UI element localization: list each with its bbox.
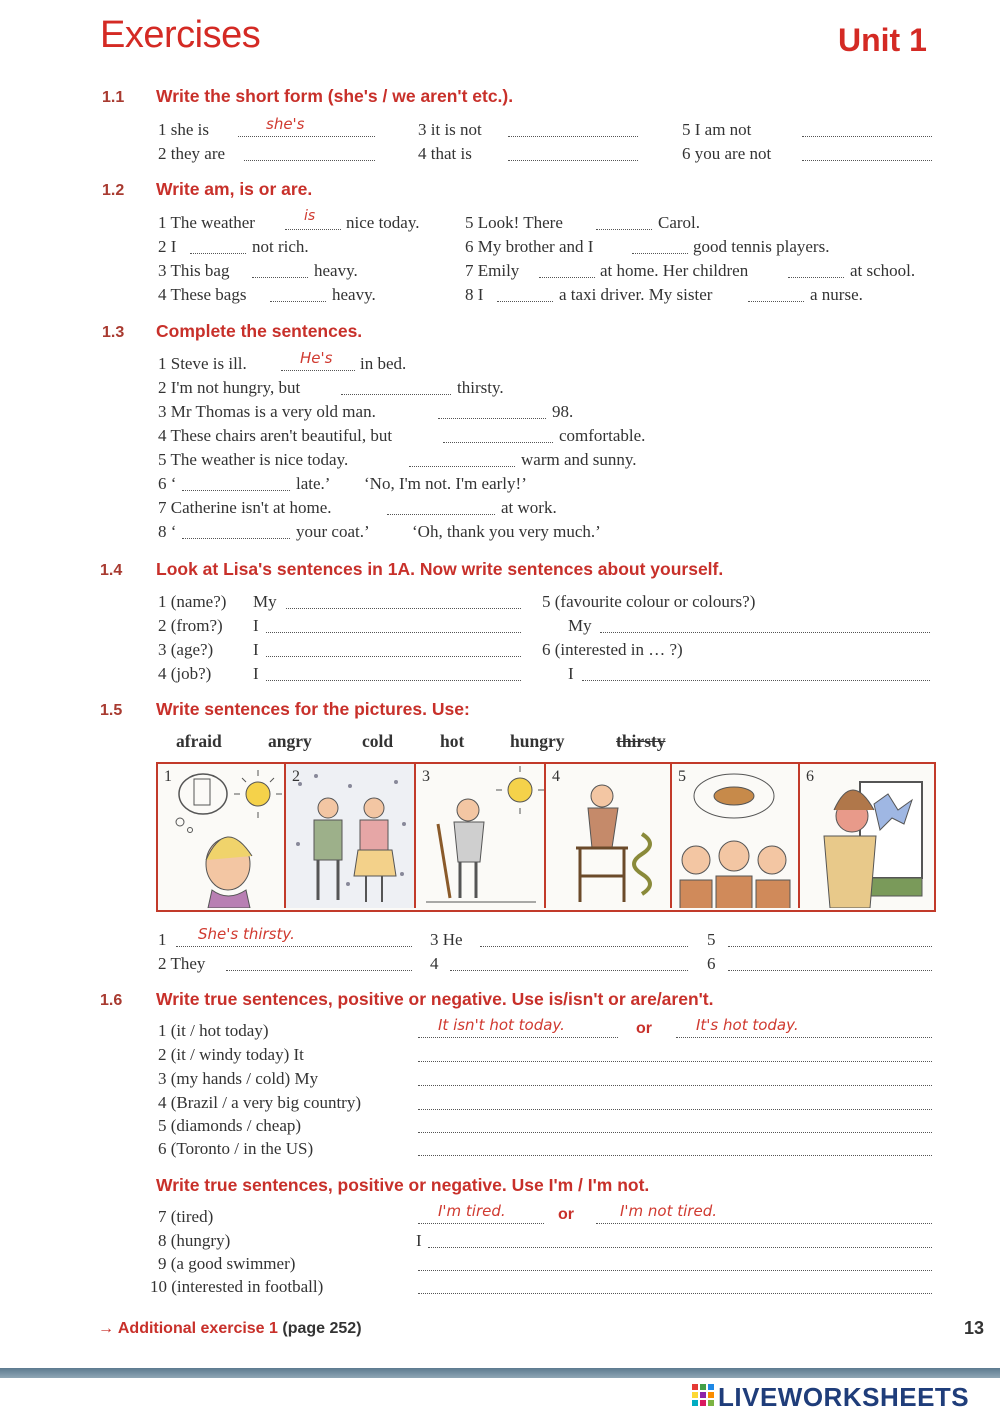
answer-blank[interactable] xyxy=(341,378,451,395)
answer-blank[interactable] xyxy=(508,144,638,161)
answer-blank[interactable] xyxy=(418,1116,932,1133)
picture-number: 3 xyxy=(422,768,430,785)
section-title: Write true sentences, positive or negative. Use is/isn't or are/aren't. xyxy=(156,989,714,1009)
answer-number: 5 xyxy=(707,930,716,949)
handwritten-answer: she's xyxy=(266,115,305,133)
answer-blank[interactable] xyxy=(788,261,844,278)
answer-blank[interactable] xyxy=(418,1277,932,1294)
exercise-item-end: Carol. xyxy=(658,213,701,232)
exercise-item-middle: your coat.’ xyxy=(296,522,370,541)
section-number: 1.3 xyxy=(102,324,125,341)
picture-number: 2 xyxy=(292,768,300,785)
handwritten-answer: He's xyxy=(300,349,333,367)
exercise-item: 6 you are not xyxy=(682,144,772,163)
sentence-start: I xyxy=(253,616,259,635)
section-title: Complete the sentences. xyxy=(156,321,363,341)
answer-number: 2 They xyxy=(158,954,206,973)
picture-number: 6 xyxy=(806,768,814,785)
exercise-item-end: in bed. xyxy=(360,354,407,373)
sentence-start: I xyxy=(416,1231,422,1250)
answer-blank[interactable] xyxy=(728,930,932,947)
answer-blank[interactable] xyxy=(450,954,688,971)
exercise-item: 1 The weather xyxy=(158,213,255,232)
handwritten-answer: I'm not tired. xyxy=(620,1202,717,1220)
exercise-item: 2 I xyxy=(158,237,177,256)
picture-5 xyxy=(672,764,800,908)
answer-blank[interactable] xyxy=(802,144,932,161)
exercise-item: 8 I xyxy=(465,285,484,304)
exercise-item: 7 Catherine isn't at home. xyxy=(158,498,332,517)
prompt-label: 3 (age?) xyxy=(158,640,214,659)
section-title: Write am, is or are. xyxy=(156,179,313,199)
answer-number: 6 xyxy=(707,954,716,973)
sentence-start: I xyxy=(568,664,574,683)
answer-blank[interactable] xyxy=(748,285,804,302)
sentence-start: I xyxy=(253,640,259,659)
handwritten-answer: It's hot today. xyxy=(696,1016,799,1034)
sentence-start: My xyxy=(253,592,277,611)
answer-blank[interactable] xyxy=(182,522,290,539)
picture-4 xyxy=(546,764,672,908)
word-box-item-crossed: thirsty xyxy=(616,731,666,751)
exercise-item-end: good tennis players. xyxy=(693,237,830,256)
exercise-item-end: at work. xyxy=(501,498,557,517)
answer-blank[interactable] xyxy=(418,1093,932,1110)
exercise-item: 4 These chairs aren't beautiful, but xyxy=(158,426,393,445)
exercise-item-end: warm and sunny. xyxy=(521,450,637,469)
exercise-item: 6 My brother and I xyxy=(465,237,594,256)
answer-blank[interactable] xyxy=(480,930,688,947)
exercise-item: 3 it is not xyxy=(418,120,482,139)
picture-3 xyxy=(416,764,546,908)
unit-label: Unit 1 xyxy=(838,22,927,58)
answer-blank[interactable] xyxy=(286,592,521,609)
answer-blank[interactable] xyxy=(497,285,553,302)
sentence-start: My xyxy=(568,616,592,635)
prompt-label: 5 (favourite colour or colours?) xyxy=(542,592,756,611)
answer-blank[interactable] xyxy=(728,954,932,971)
exercise-item-middle: at home. Her children xyxy=(600,261,749,280)
answer-blank[interactable] xyxy=(266,640,521,657)
prompt-label: 2 (from?) xyxy=(158,616,223,635)
answer-blank[interactable] xyxy=(244,144,375,161)
exercise-item-reply: ‘Oh, thank you very much.’ xyxy=(412,522,601,541)
handwritten-answer: She's thirsty. xyxy=(198,925,295,943)
section-number: 1.4 xyxy=(100,562,123,579)
exercise-item-end: heavy. xyxy=(332,285,376,304)
answer-blank[interactable] xyxy=(418,1069,932,1086)
link-page: (page 252) xyxy=(282,1320,362,1337)
hungry-people-illustration xyxy=(672,764,798,908)
word-box-item: cold xyxy=(362,731,394,751)
arrow-icon: → xyxy=(98,1320,114,1337)
page-title: Exercises xyxy=(100,14,261,56)
prompt-label: 6 (interested in … ?) xyxy=(542,640,683,659)
answer-blank[interactable] xyxy=(582,664,930,681)
section-number: 1.1 xyxy=(102,89,125,106)
section-number: 1.5 xyxy=(100,702,123,719)
exercise-item-end: thirsty. xyxy=(457,378,504,397)
exercise-item-end: comfortable. xyxy=(559,426,646,445)
link-label: Additional exercise 1 xyxy=(117,1320,278,1337)
picture-number: 1 xyxy=(164,768,172,785)
sentence-start: I xyxy=(253,664,259,683)
prompt-label: 7 (tired) xyxy=(158,1207,214,1226)
prompt-label: 3 (my hands / cold) My xyxy=(158,1069,319,1088)
answer-blank[interactable] xyxy=(190,237,246,254)
afraid-man-illustration xyxy=(546,764,670,908)
exercise-item-middle: a taxi driver. My sister xyxy=(559,285,713,304)
grid-logo-icon xyxy=(692,1384,714,1410)
answer-blank[interactable] xyxy=(418,1045,932,1062)
section-title: Write the short form (she's / we aren't etc.). xyxy=(156,86,514,106)
prompt-label: 4 (Brazil / a very big country) xyxy=(158,1093,361,1112)
prompt-label: 1 (name?) xyxy=(158,592,227,611)
word-box-item: angry xyxy=(268,731,312,751)
picture-number: 4 xyxy=(552,768,560,785)
prompt-label: 6 (Toronto / in the US) xyxy=(158,1139,314,1158)
answer-blank[interactable] xyxy=(387,498,495,515)
answer-number: 4 xyxy=(430,954,439,973)
section-number: 1.2 xyxy=(102,182,125,199)
exercise-item: 4 that is xyxy=(418,144,472,163)
section-title: Look at Lisa's sentences in 1A. Now write sentences about yourself. xyxy=(156,559,724,579)
handwritten-answer: is xyxy=(304,208,316,224)
exercise-item: 8 ‘ xyxy=(158,522,177,541)
answer-blank[interactable] xyxy=(508,120,638,137)
prompt-label: 4 (job?) xyxy=(158,664,212,683)
brand-logo xyxy=(692,1382,992,1412)
additional-exercise-link[interactable] xyxy=(98,1320,362,1338)
answer-blank[interactable] xyxy=(182,474,290,491)
exercise-item: 6 ‘ xyxy=(158,474,177,493)
picture-2 xyxy=(286,764,416,908)
cold-couple-illustration xyxy=(286,764,414,908)
prompt-label: 8 (hungry) xyxy=(158,1231,231,1250)
exercise-item-end: 98. xyxy=(552,402,574,421)
brand-name: LIVEWORKSHEETS xyxy=(718,1382,970,1412)
exercise-item: 3 Mr Thomas is a very old man. xyxy=(158,402,376,421)
exercise-item: 5 The weather is nice today. xyxy=(158,450,349,469)
answer-blank[interactable] xyxy=(632,237,688,254)
exercise-item-reply: ‘No, I'm not. I'm early!’ xyxy=(364,474,527,493)
answer-blank[interactable] xyxy=(443,426,553,443)
picture-1 xyxy=(158,764,286,908)
answer-blank[interactable] xyxy=(270,285,326,302)
exercise-item: 2 I'm not hungry, but xyxy=(158,378,301,397)
exercise-item-end: nice today. xyxy=(346,213,420,232)
answer-blank[interactable] xyxy=(266,664,521,681)
word-box-item: hungry xyxy=(510,731,565,751)
exercise-item-middle: late.’ xyxy=(296,474,331,493)
answer-blank[interactable] xyxy=(418,1254,932,1271)
section-number: 1.6 xyxy=(100,992,123,1009)
thirsty-girl-illustration xyxy=(158,764,284,908)
answer-blank[interactable] xyxy=(266,616,521,633)
section-title: Write sentences for the pictures. Use: xyxy=(156,699,470,719)
exercise-item: 1 she is xyxy=(158,120,209,139)
exercise-item: 5 I am not xyxy=(682,120,752,139)
exercise-item-end: heavy. xyxy=(314,261,358,280)
exercise-item-end: a nurse. xyxy=(810,285,863,304)
picture-number: 5 xyxy=(678,768,686,785)
answer-blank[interactable] xyxy=(226,954,412,971)
section-subtitle: Write true sentences, positive or negative. Use I'm / I'm not. xyxy=(156,1175,650,1195)
exercise-item: 4 These bags xyxy=(158,285,247,304)
angry-woman-illustration xyxy=(800,764,930,908)
footer-divider xyxy=(0,1368,1000,1378)
hot-man-illustration xyxy=(416,764,544,908)
answer-blank[interactable] xyxy=(409,450,515,467)
prompt-label: 10 (interested in football) xyxy=(150,1277,324,1296)
or-label: or xyxy=(636,1020,652,1037)
answer-number: 3 He xyxy=(430,930,463,949)
answer-blank[interactable] xyxy=(438,402,546,419)
prompt-label: 5 (diamonds / cheap) xyxy=(158,1116,302,1135)
answer-number: 1 xyxy=(158,930,167,949)
or-label: or xyxy=(558,1206,574,1223)
picture-6 xyxy=(800,764,930,908)
prompt-label: 2 (it / windy today) It xyxy=(158,1045,304,1064)
exercise-item: 1 Steve is ill. xyxy=(158,354,247,373)
prompt-label: 9 (a good swimmer) xyxy=(158,1254,296,1273)
page-number: 13 xyxy=(964,1318,985,1338)
answer-blank[interactable] xyxy=(600,616,930,633)
handwritten-answer: I'm tired. xyxy=(438,1202,506,1220)
answer-blank[interactable] xyxy=(596,213,652,230)
exercise-item: 5 Look! There xyxy=(465,213,563,232)
answer-blank[interactable] xyxy=(252,261,308,278)
prompt-label: 1 (it / hot today) xyxy=(158,1021,269,1040)
exercise-item-end: at school. xyxy=(850,261,916,280)
answer-blank[interactable] xyxy=(418,1139,932,1156)
handwritten-answer: It isn't hot today. xyxy=(438,1016,565,1034)
answer-blank[interactable] xyxy=(539,261,595,278)
word-box-item: afraid xyxy=(176,731,222,751)
exercise-item: 2 they are xyxy=(158,144,226,163)
answer-blank[interactable] xyxy=(238,120,375,137)
answer-blank[interactable] xyxy=(802,120,932,137)
answer-blank[interactable] xyxy=(428,1231,932,1248)
exercise-item: 3 This bag xyxy=(158,261,230,280)
exercise-item-end: not rich. xyxy=(252,237,309,256)
word-box-item: hot xyxy=(440,731,465,751)
exercise-item: 7 Emily xyxy=(465,261,520,280)
